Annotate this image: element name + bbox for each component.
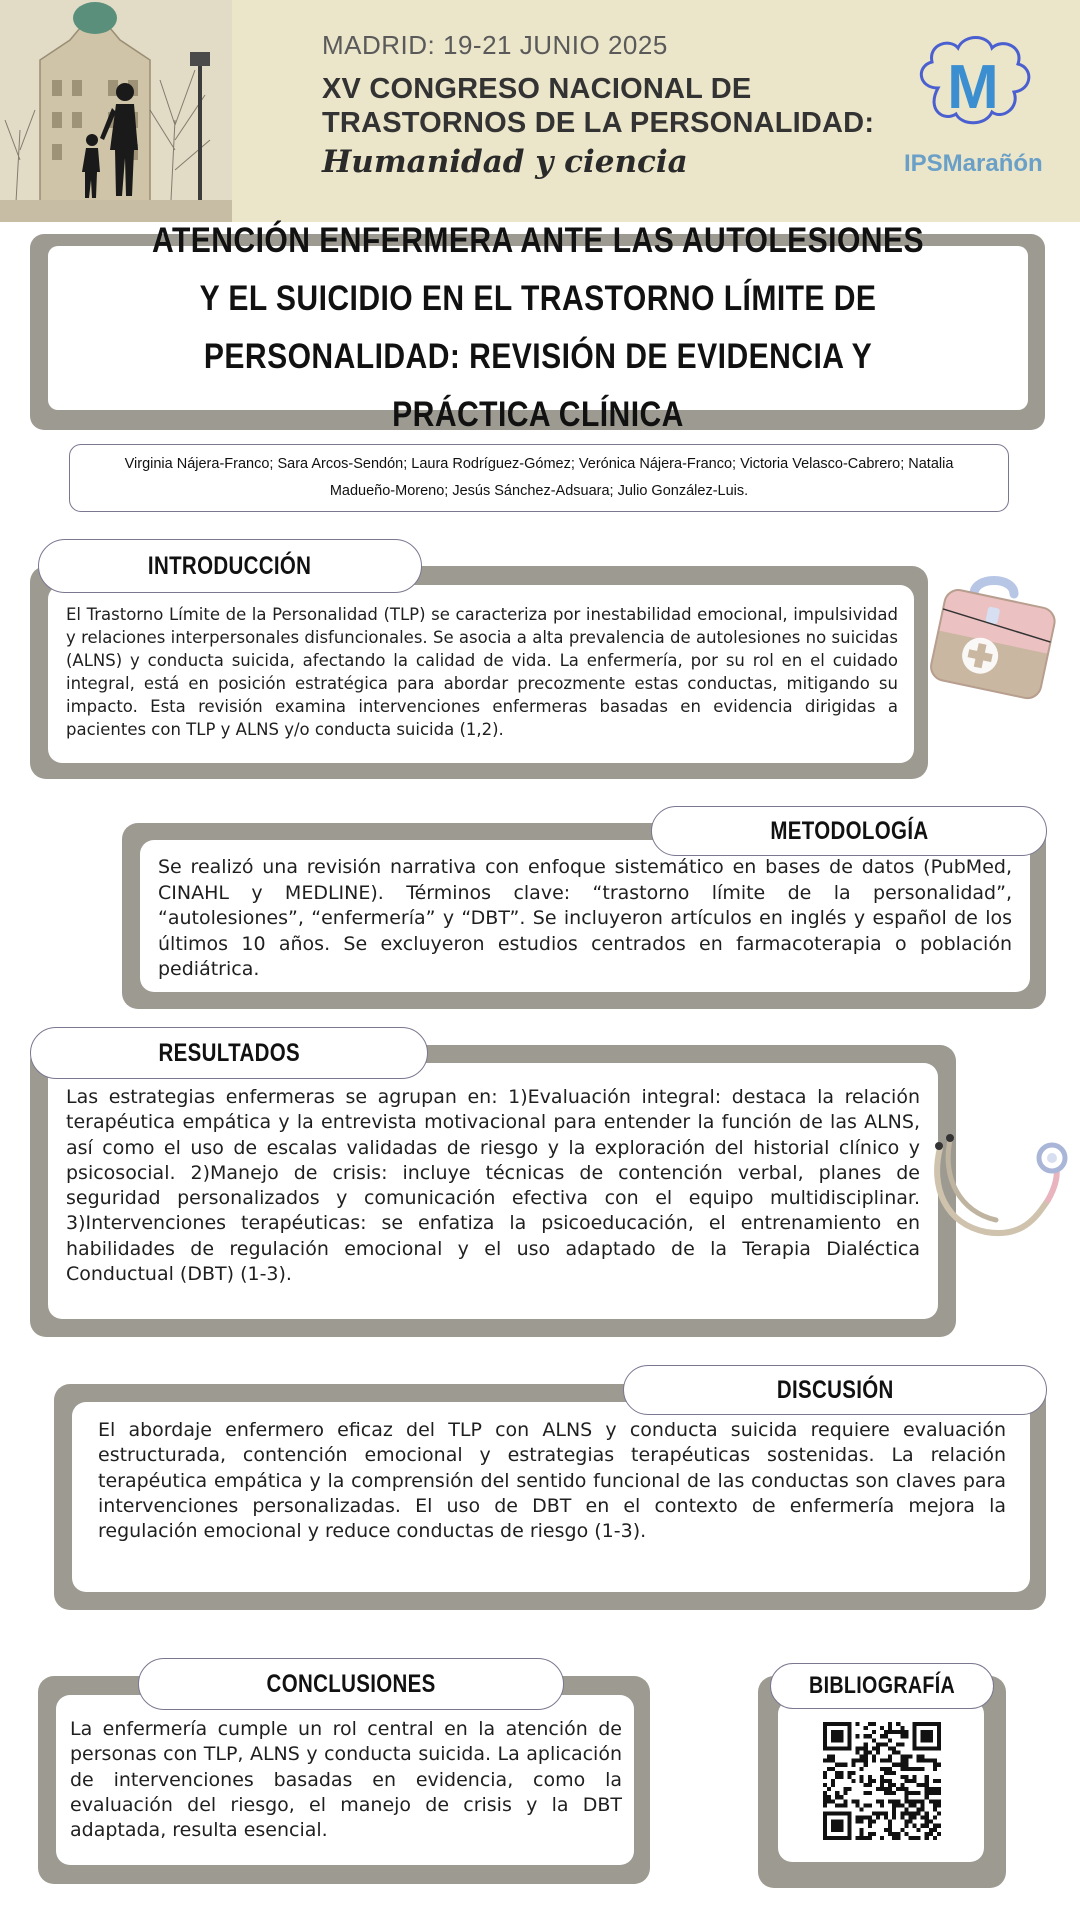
discusion-text: El abordaje enfermero eficaz del TLP con ALNS y conducta suicida requiere evaluación estructurada, contención emocional y estrategias terapéuticas sostenidas. La relación terapéutica empática y la comprensión del sentido funcional de las conductas son claves para intervenciones personalizadas. El uso de DBT en el contexto de enfermería mejora la regulación emocional y reduce conductas de riesgo (1-3).	[98, 1419, 1006, 1543]
author-list: Virginia Nájera-Franco; Sara Arcos-Sendón; Laura Rodríguez-Gómez; Verónica Nájera-Franco; Victoria Velasco-Cabrero; Natalia Madueño-Moreno; Jesús Sánchez-Adsuara; Julio González-Luis.	[124, 456, 954, 499]
introduccion-heading: INTRODUCCIÓN	[148, 551, 312, 580]
title-box	[48, 221, 1028, 434]
authors-box	[69, 444, 1009, 512]
introduccion-heading-pill	[38, 539, 422, 593]
metodologia-text: Se realizó una revisión narrativa con enfoque sistemático en bases de datos (PubMed, CINAHL y MEDLINE). Términos clave: “trastorno límite de la personalidad”, “autolesiones”, “enfermería” y “DBT”. Se incluyeron artículos en inglés y español de los últimos 10 años. Se excluyeron estudios centrados en farmacoterapia o población pediátrica.	[158, 856, 1012, 980]
resultados-heading: RESULTADOS	[158, 1038, 300, 1067]
stethoscope-icon	[926, 1128, 1076, 1256]
resultados-heading-pill	[30, 1027, 428, 1079]
congress-name	[322, 72, 882, 140]
conclusiones-text: La enfermería cumple un rol central en la atención de personas con TLP, ALNS y conducta suicida. La aplicación de intervenciones basadas en evidencia, como la evaluación del riesgo, el manejo de crisis y la DBT adaptada, resulta esencial.	[70, 1718, 622, 1842]
congress-name-line2: TRASTORNOS DE LA PERSONALIDAD:	[322, 107, 875, 139]
bibliografia-heading: BIBLIOGRAFÍA	[808, 1672, 956, 1699]
conclusiones-heading-pill	[138, 1658, 564, 1710]
congress-subtitle: Humanidad y ciencia	[322, 144, 688, 180]
congress-header	[0, 0, 1080, 222]
discusion-heading: DISCUSIÓN	[776, 1375, 894, 1404]
first-aid-kit-icon	[922, 568, 1062, 708]
header-illustration	[0, 0, 232, 222]
conclusiones-heading: CONCLUSIONES	[266, 1669, 436, 1698]
bibliografia-heading-pill	[770, 1663, 994, 1709]
metodologia-heading: METODOLOGÍA	[769, 816, 929, 845]
poster-title: ATENCIÓN ENFERMERA ANTE LAS AUTOLESIONES Y EL SUICIDIO EN EL TRASTORNO LÍMITE DE PERSONALIDAD: REVISIÓN DE EVIDENCIA Y PRÁCTICA CLÍNICA	[152, 221, 924, 434]
logo-letter: M	[947, 53, 999, 122]
congress-name-line1: XV CONGRESO NACIONAL DE	[322, 73, 752, 105]
congress-date: MADRID: 19-21 JUNIO 2025	[322, 30, 668, 60]
metodologia-heading-pill	[651, 806, 1047, 856]
qr-code[interactable]	[823, 1722, 941, 1840]
logo-text: IPSMarañón	[904, 150, 1043, 177]
introduccion-text: El Trastorno Límite de la Personalidad (TLP) se caracteriza por inestabilidad emocional, impulsividad y relaciones interpersonales disfuncionales. Se asocia a alta prevalencia de autolesiones no suicidas (ALNS) y conducta suicida, afectando la calidad de vida. La enfermería, por su rol en el cuidado integral, está en posición estratégica para abordar precozmente estas conductas, mitigando su impacto. Esta revisión examina intervenciones enfermeras basadas en evidencia dirigidas a pacientes con TLP y ALNS y/o conducta suicida (1,2).	[66, 605, 898, 739]
discusion-heading-pill	[623, 1365, 1047, 1415]
resultados-text: Las estrategias enfermeras se agrupan en: 1)Evaluación integral: destaca la relación terapéutica empática y la entrevista motivacional para entender la función de las ALNS, así como el uso de escalas validadas de riesgo y la exploración del historial clínico y psicosocial. 2)Manejo de crisis: incluye técnicas de contención verbal, planes de seguridad personalizados y comunicación efectiva con el equipo multidisciplinar. 3)Intervenciones terapéuticas: se enfatiza la psicoeducación, el entrenamiento en habilidades de regulación emocional y el uso adaptado de la Terapia Dialéctica Conductual (DBT) (1-3).	[66, 1086, 920, 1286]
